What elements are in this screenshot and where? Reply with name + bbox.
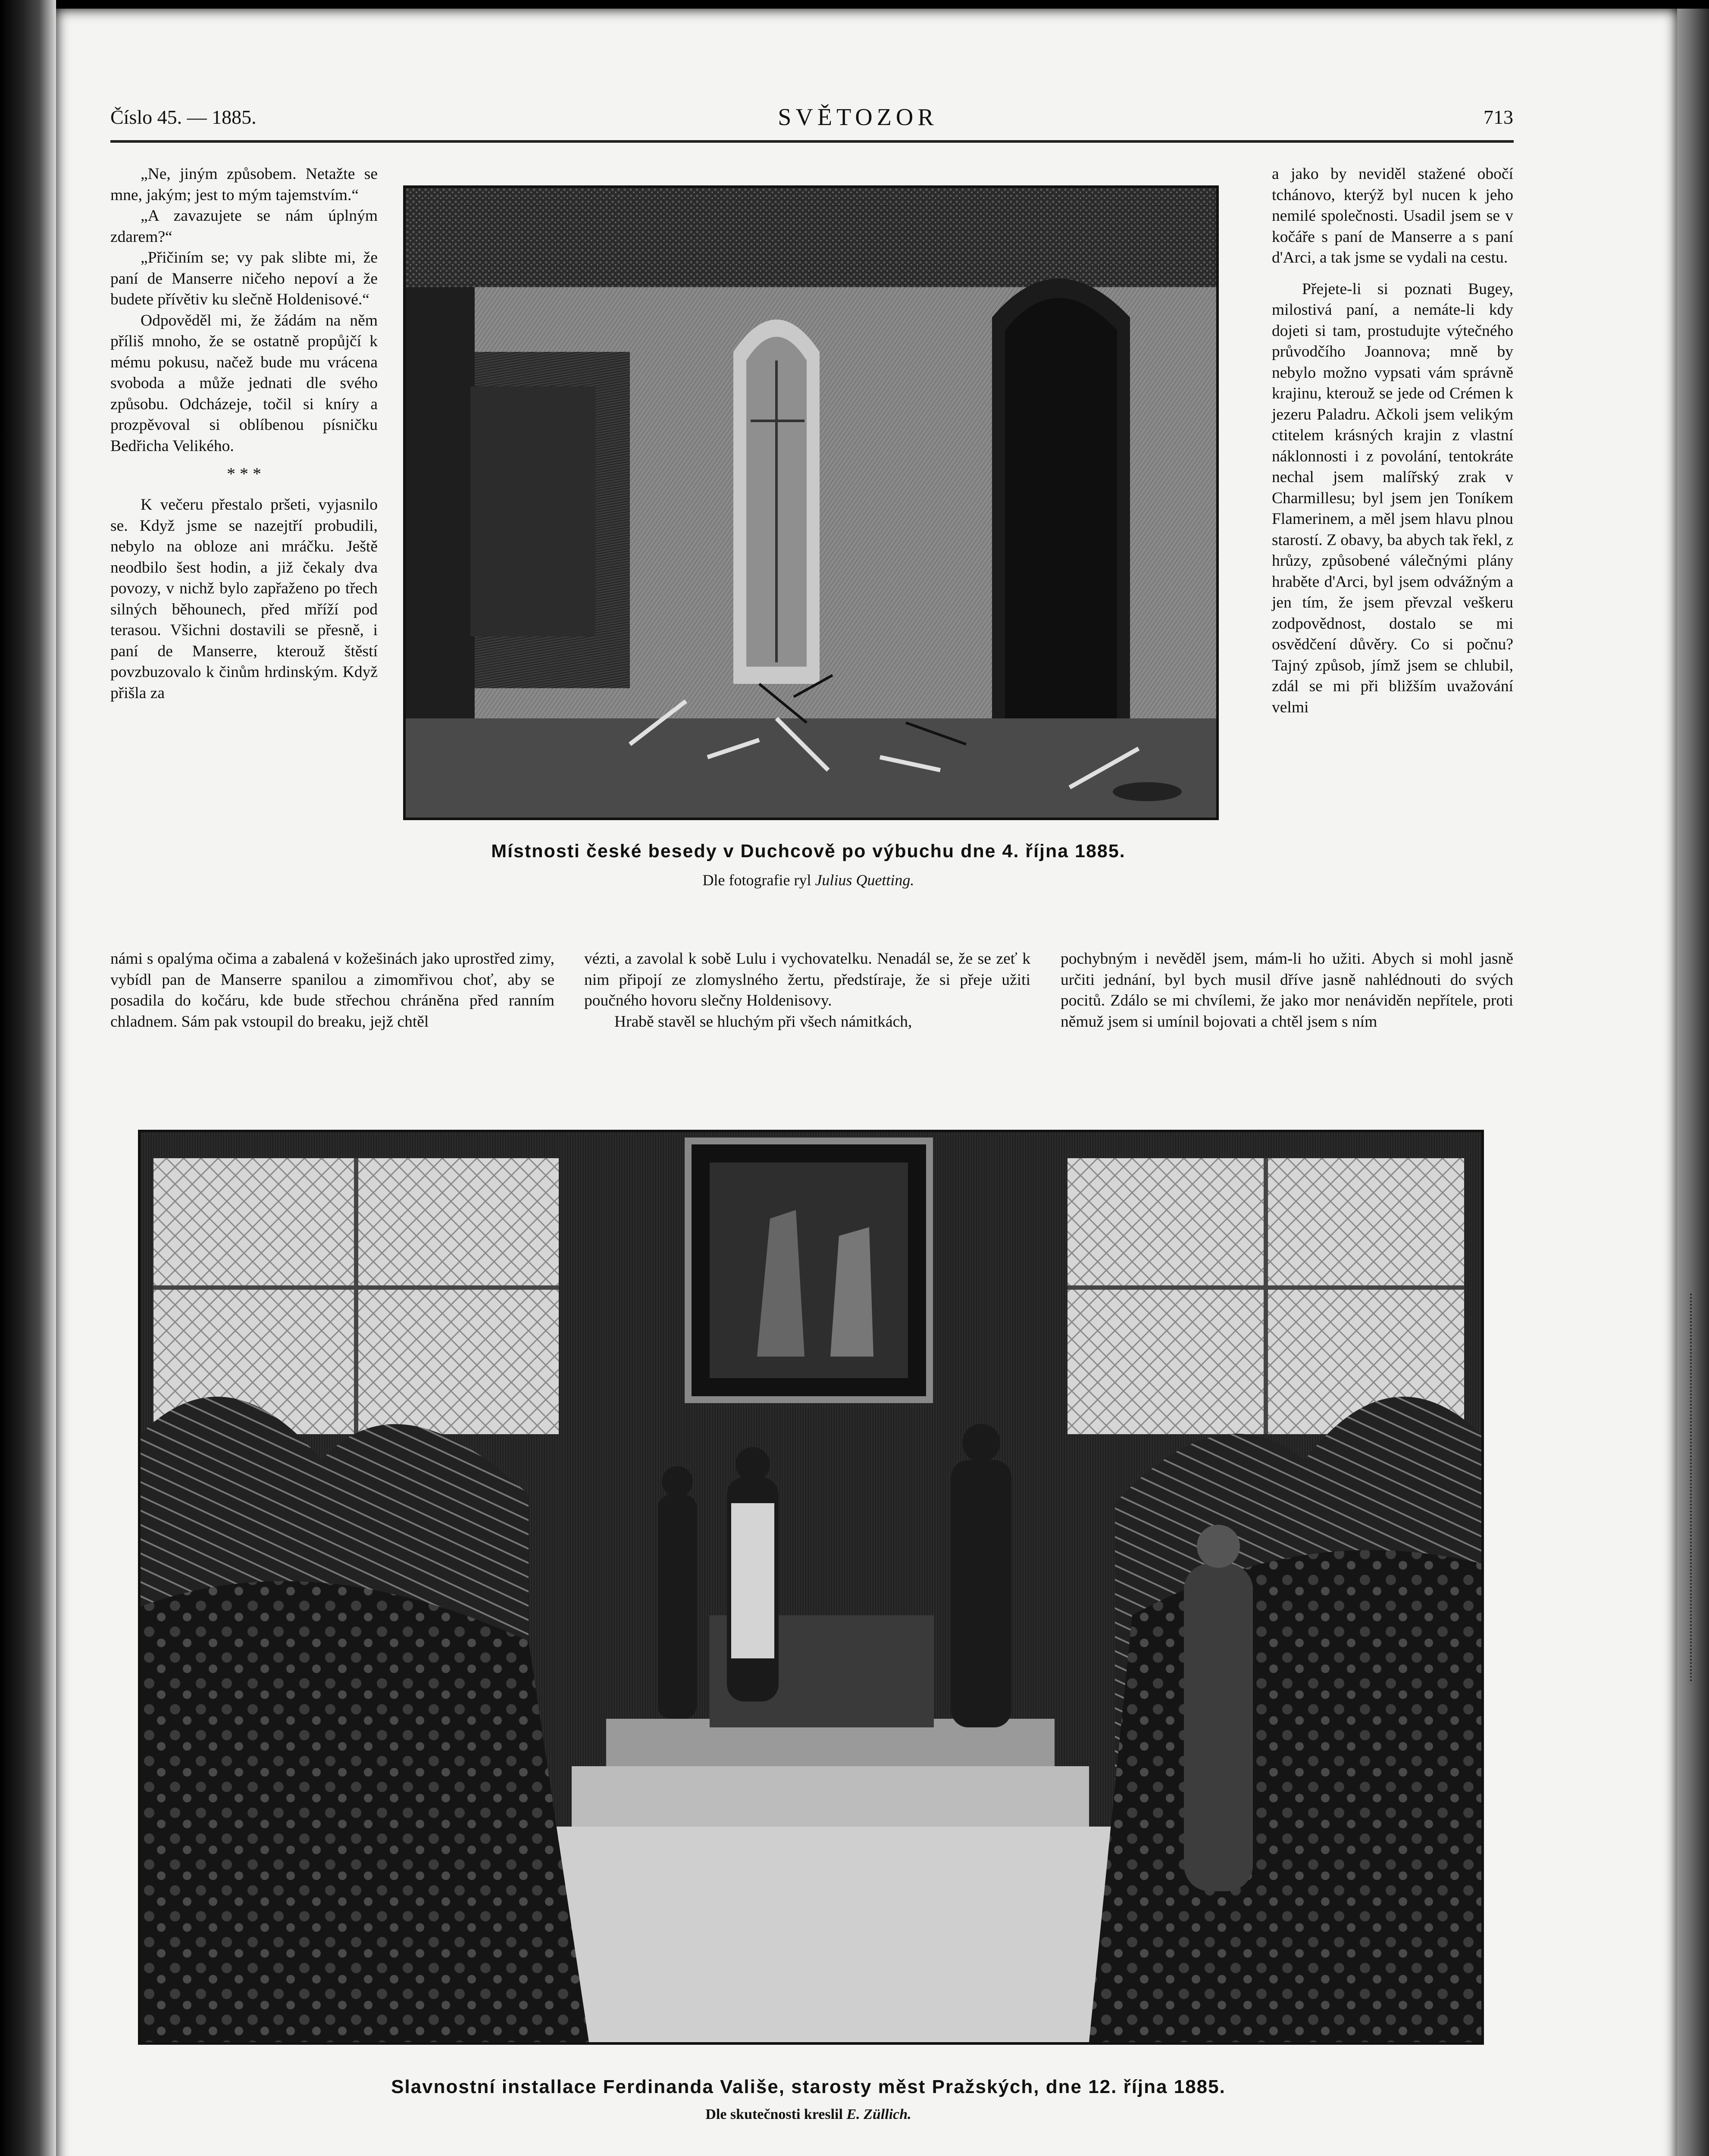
figure1-caption: Místnosti české besedy v Duchcově po výbuchu dne 4. října 1885.	[491, 841, 1126, 862]
issue-number: Číslo 45. — 1885.	[110, 106, 257, 128]
artist-name: E. Züllich.	[846, 2106, 911, 2122]
paragraph: vézti, a zavolal k sobě Lulu i vychovatelku. Nenadál se, že se zeť k nim připojí ze zlomyslného žertu, předstíraje, že si přeje užiti poučného hovoru slečny Holdenisovy.	[584, 950, 1030, 1009]
page-number: 713	[1484, 106, 1513, 128]
explosion-room-illustration	[406, 188, 1216, 818]
left-column	[110, 164, 378, 957]
paragraph: „A zavazujete se nám úplným zdarem?“	[110, 207, 378, 246]
scan-book-gutter	[0, 0, 56, 2156]
engraver-name: Julius Quetting.	[815, 871, 914, 889]
bottom-left-text	[110, 949, 554, 1032]
paragraph: „Přičiním se; vy pak slibte mi, že paní de Manserre ničeho nepoví a že budete přívětiv ku slečně Holdenisové.“	[110, 249, 378, 308]
installation-ceremony-engraving	[138, 1130, 1484, 2045]
ceremony-illustration	[141, 1132, 1481, 2042]
figure2-credit	[138, 2106, 1479, 2123]
paragraph: Hrabě stavěl se hluchým při všech námitkách,	[614, 1012, 912, 1031]
section-break-stars: * * *	[227, 464, 261, 483]
figure1-credit	[403, 871, 1214, 889]
paragraph: Přejete-li si poznati Bugey, milostivá paní, a nemáte-li kdy dojeti si tam, prostudujte výtečného průvodčího Joannova; mně by nebylo možno vypsati vám správně krajinu, kterouž se jede od Crémen k jezeru Paladru. Ačkoli jsem velikým ctitelem krásných krajin z vlastní náklonnosti i z povolání, tentokráte nechal jsem malířský zrak v Charmillesu; byl jsem jen Toníkem Flamerinem, a měl jsem hlavu plnou starostí. Z obavy, ba abych tak řekl, z hrůzy, způsobené válečnými plány hraběte d'Arci, byl jsem odvážným a jen tím, že jsem převzal veškeru zodpovědnost, dostalo se mi osvědčení důvěry. Co si počnu? Tajný způsob, jímž jsem se chlubil, zdál se mi při bližším uvažování velmi	[1272, 280, 1513, 716]
paragraph: Odpověděl mi, že žádám na něm příliš mnoho, že se ostatně propůjčí k mému pokusu, načež bude mu vrácena svoboda a může jednati dle svého způsobu. Odcházeje, točil si kníry a prozpěvoval si oblíbenou písničku Bedřicha Velikého.	[110, 311, 378, 455]
page-edge-marks	[1690, 1294, 1700, 1682]
credit-prefix: Dle fotografie ryl	[702, 871, 811, 889]
bottom-right-text	[1061, 949, 1513, 1032]
header-rule	[110, 140, 1514, 143]
figure2-caption: Slavnostní installace Ferdinanda Vališe, starosty měst Pražských, dne 12. října 1885.	[391, 2076, 1226, 2097]
paragraph: K večeru přestalo pršeti, vyjasnilo se. Když jsme se nazejtří probudili, nebylo na obloze ani mráčku. Ještě neodbilo šest hodin, a již čekaly dva povozy, v nichž bylo zapřaženo po třech silných běhounech, před mříží pod terasou. Všichni dostavili se přesně, i paní de Manserre, kterouž štěstí povzbuzovalo k činům hrdinským. Když přišla za	[110, 496, 378, 702]
explosion-room-photo	[403, 185, 1219, 820]
paragraph: a jako by neviděl stažené obočí tchánovo, kterýž byl nucen k jeho nemilé společnosti. Usadil jsem se v kočáře s paní de Manserre a s paní d'Arci, a tak jsme se vydali na cestu.	[1272, 165, 1513, 266]
masthead-title: SVĚTOZOR	[778, 104, 938, 131]
paragraph: pochybným i nevěděl jsem, mám-li ho užiti. Abych si mohl jasně určiti jednání, byl bych musil dříve jasně nahlédnouti do svých pocitů. Zdálo se mi chvílemi, že jako mor nenáviděn nepřítele, proti němuž jsem si umínil bojovati a chtěl jsem s ním	[1061, 950, 1513, 1031]
paragraph: námi s opalýma očima a zabalená v kožešinách jako uprostřed zimy, vybídl pan de Manserre spanilou a zimomřivou choť, aby se posadila do kočáru, kde bude střechou chráněna před ranním chladnem. Sám pak vstoupil do breaku, jejž chtěl	[110, 950, 554, 1031]
bottom-middle-text	[584, 949, 1030, 1032]
credit-prefix: Dle skutečnosti kreslil	[705, 2106, 843, 2122]
paragraph: „Ne, jiným způsobem. Netažte se mne, jakým; jest to mým tajemstvím.“	[110, 165, 378, 204]
right-column	[1272, 164, 1513, 957]
